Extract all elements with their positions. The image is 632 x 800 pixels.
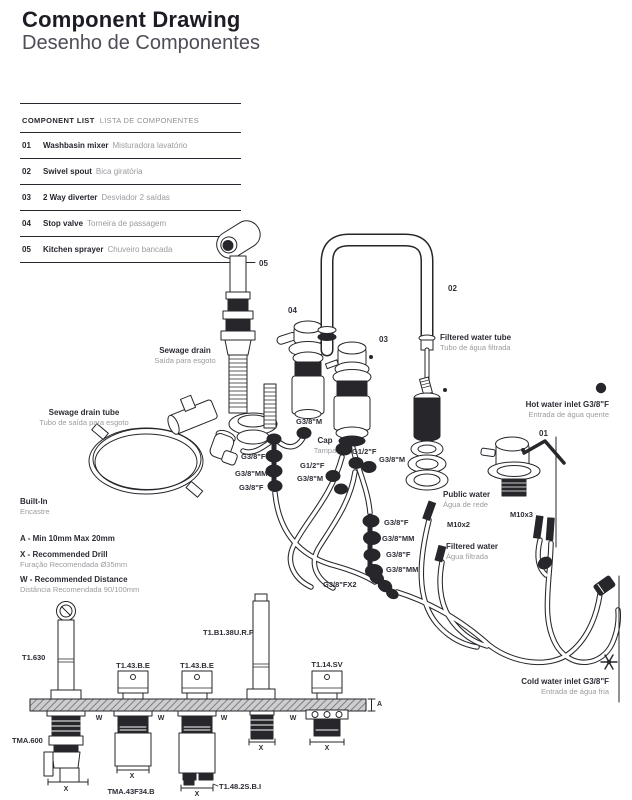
label-filtered-water: [446, 542, 498, 562]
filtered-water-tube-pt: Tubo de água filtrada: [440, 343, 511, 352]
fitting-mid-f2: G3/8"F: [386, 550, 411, 559]
filtered-water-pt: Água filtrada: [446, 552, 489, 561]
item-number: 01: [22, 141, 31, 150]
sewage-drain-en: Sewage drain: [159, 346, 211, 355]
code-tma600: TMA.600: [12, 736, 43, 745]
hot-water-en: Hot water inlet G3/8"F: [525, 400, 609, 409]
kitchen-sprayer-drawing: [212, 216, 265, 355]
public-water-en: Public water: [443, 490, 491, 499]
item-name-en: 2 Way diverter: [43, 193, 98, 202]
built-in-en: Built-In: [20, 497, 48, 506]
dim-w-4: W: [289, 715, 297, 722]
fitting-m10x3: M10x3: [510, 510, 533, 519]
callout-01: 01: [539, 429, 548, 438]
filtered-water-tube-en: Filtered water tube: [440, 333, 512, 342]
item-number: 04: [22, 219, 31, 228]
item-name-pt: Desviador 2 saídas: [101, 193, 170, 202]
fitting-mid-mm2: G3/8"MM: [386, 565, 419, 574]
code-t143be-2: T1.43.B.E: [180, 661, 214, 670]
public-water-pt: Água de rede: [443, 500, 489, 509]
label-sewage-drain: [138, 346, 232, 366]
fitting-left-mm: G3/8"MM: [235, 469, 268, 478]
page-subtitle: Desenho de Componentes: [22, 32, 260, 54]
note-w: [20, 575, 139, 595]
item-name-pt: Misturadora lavatório: [112, 141, 188, 150]
item-number: 02: [22, 167, 31, 176]
label-built-in: [20, 497, 50, 517]
fitting-mid-f1: G3/8"F: [384, 518, 409, 527]
dim-w-2: W: [157, 715, 165, 722]
item-name-en: Stop valve: [43, 219, 84, 228]
callout-04: 04: [288, 306, 297, 315]
dim-w-1: W: [95, 715, 103, 722]
dim-w-3: W: [220, 715, 228, 722]
item-name-pt: Chuveiro bancada: [107, 245, 173, 254]
code-t1630: T1.630: [22, 653, 46, 662]
countertop-bar: [30, 699, 366, 711]
filtered-water-en: Filtered water: [446, 542, 499, 551]
fitting-g12f-b: G1/2"F: [300, 461, 325, 470]
fitting-m10x2: M10x2: [447, 520, 470, 529]
label-cold-water-inlet: [446, 677, 609, 697]
label-sewage-drain-tube: [25, 408, 143, 428]
fitting-fx2: G3/8"FX2: [323, 580, 357, 589]
item-name-en: Kitchen sprayer: [43, 245, 104, 254]
item-name-pt: Bica giratória: [95, 167, 143, 176]
note-a: [20, 534, 115, 544]
fitting-left-f1: G3/8"F: [241, 452, 266, 461]
label-filtered-water-tube: [440, 333, 511, 353]
callout-03: 03: [379, 335, 388, 344]
sewage-drain-drawing: [229, 355, 277, 444]
built-in-pt: Encastre: [20, 507, 50, 516]
cap-en: Cap: [317, 436, 333, 445]
sewage-drain-tube-en: Sewage drain tube: [48, 408, 120, 417]
fitting-g38m-a: G3/8"M: [379, 455, 406, 464]
note-x: [20, 550, 127, 570]
note-w-en: W - Recommended Distance: [20, 575, 128, 584]
callout-05: 05: [259, 259, 268, 268]
dim-a: A: [377, 701, 383, 708]
hot-water-pt: Entrada de água quente: [528, 410, 609, 419]
sewage-drain-pt: Saída para esgoto: [154, 356, 216, 365]
label-cap: [309, 436, 341, 456]
item-name-pt: Torneira de passagem: [87, 219, 167, 228]
fixture-t1630: [44, 602, 88, 786]
fixture-t1b138urp: [247, 594, 275, 745]
fitting-g38m-b: G3/8"M: [297, 474, 324, 483]
sewage-drain-tube-pt: Tubo de saída para esgoto: [39, 418, 129, 427]
item-name-en: Washbasin mixer: [43, 141, 109, 150]
item-number: 05: [22, 245, 31, 254]
cold-water-pt: Entrada de água fria: [541, 687, 609, 696]
dim-x-2: X: [129, 773, 135, 780]
code-t1b138urp: T1.B1.38U.R.P: [203, 628, 254, 637]
callout-02: 02: [448, 284, 457, 293]
dim-a-ticks: [368, 699, 375, 711]
hot-stop-valve-drawing: [481, 437, 564, 496]
code-t143be-1: T1.43.B.E: [116, 661, 150, 670]
fixture-t143be-2: [178, 671, 218, 791]
filter-valve-drawing: [406, 377, 448, 490]
dim-x-5: X: [324, 745, 330, 752]
component-list-title-pt: LISTA DE COMPONENTES: [99, 116, 199, 125]
component-list-title-en: COMPONENT LIST: [22, 116, 95, 125]
note-w-pt: Distância Recomendada 90/100mm: [20, 585, 140, 594]
hot-dot-icon: [596, 383, 606, 393]
cap-pt: Tampa: [313, 446, 337, 455]
fitting-left-f2: G3/8"F: [239, 483, 264, 492]
code-t1482sbi: T1.48.2S.B.I: [219, 782, 262, 791]
item-name-en: Swivel spout: [43, 167, 92, 176]
code-tma43f34b: TMA.43F34.B: [107, 787, 155, 796]
sewage-drain-tube-drawing: [89, 424, 203, 498]
fitting-g38m-top: G3/8"M: [296, 417, 323, 426]
installation-section: [30, 594, 375, 791]
hex-key-icon: [524, 441, 564, 463]
dim-x-3: X: [194, 791, 200, 798]
diverter-drawing: [325, 342, 373, 446]
fitting-mid-mm1: G3/8"MM: [382, 534, 415, 543]
dim-x-1: X: [63, 786, 69, 793]
label-hot-water-inlet: [446, 400, 609, 420]
fitting-g12f-a: G1/2"F: [352, 447, 377, 456]
label-public-water: [443, 490, 490, 510]
code-t114sv: T1.14.SV: [311, 660, 343, 669]
note-x-pt: Furação Recomendada Ø35mm: [20, 560, 128, 569]
note-a-text: A - Min 10mm Max 20mm: [20, 534, 115, 543]
note-x-en: X - Recommended Drill: [20, 550, 108, 559]
tee-fitting-drawing: [161, 389, 218, 436]
item-number: 03: [22, 193, 31, 202]
dim-x-4: X: [258, 745, 264, 752]
page-title: Component Drawing: [22, 7, 241, 32]
cold-water-en: Cold water inlet G3/8"F: [521, 677, 609, 686]
fixture-t143be-1: [114, 671, 152, 773]
